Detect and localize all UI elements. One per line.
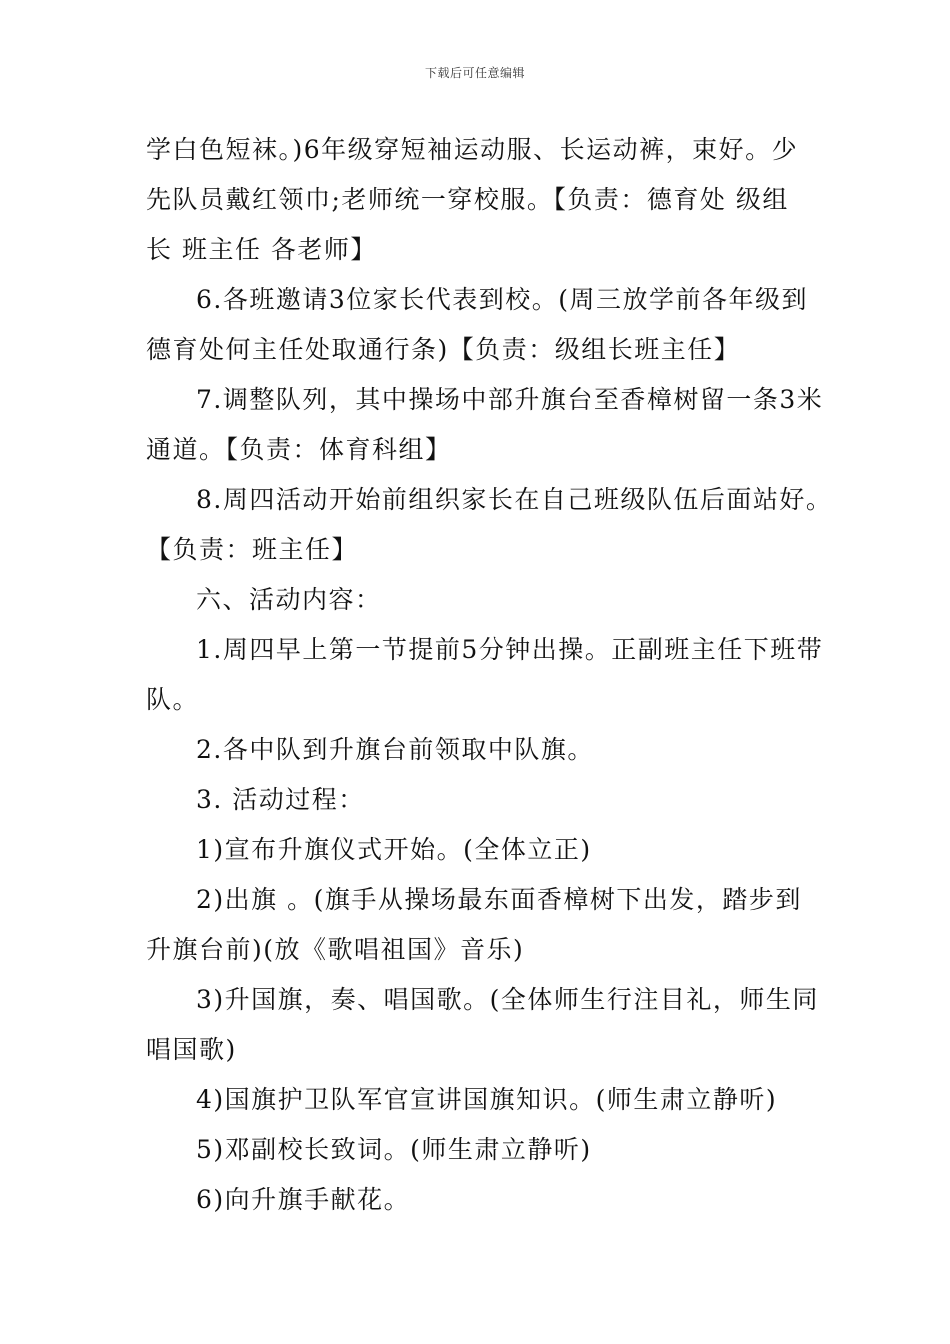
- text-line: 2.各中队到升旗台前领取中队旗。: [196, 735, 594, 764]
- text-line: 1)宣布升旗仪式开始。(全体立正): [196, 835, 592, 864]
- text-line: 3. 活动过程：: [196, 785, 365, 814]
- text-line: 2)出旗 。(旗手从操场最东面香樟树下出发，踏步到: [196, 885, 802, 914]
- text-line: 先队员戴红领巾;老师统一穿校服。【负责：德育处 级组: [146, 185, 789, 214]
- text-line: 7.调整队列，其中操场中部升旗台至香樟树留一条3米: [196, 385, 824, 414]
- text-line: 【负责：班主任】: [146, 535, 359, 564]
- page-header: 下载后可任意编辑: [424, 66, 525, 80]
- text-line: 3)升国旗，奏、唱国歌。(全体师生行注目礼，师生同: [196, 985, 819, 1014]
- text-line: 德育处何主任处取通行条)【负责：级组长班主任】: [146, 335, 741, 364]
- text-line: 1.周四早上第一节提前5分钟出操。正副班主任下班带: [196, 635, 824, 664]
- text-line: 通道。【负责：体育科组】: [146, 435, 452, 464]
- text-line: 升旗台前)(放《歌唱祖国》音乐): [146, 935, 525, 964]
- text-line: 8.周四活动开始前组织家长在自己班级队伍后面站好。: [196, 485, 833, 514]
- text-line: 学白色短袜。)6年级穿短袖运动服、长运动裤，束好。少: [146, 135, 799, 164]
- text-line: 6.各班邀请3位家长代表到校。(周三放学前各年级到: [196, 285, 809, 314]
- text-line: 5)邓副校长致词。(师生肃立静听): [196, 1135, 592, 1164]
- document-body: [146, 125, 833, 1225]
- text-line: 4)国旗护卫队军官宣讲国旗知识。(师生肃立静听): [196, 1085, 778, 1114]
- section-heading: 六、活动内容：: [196, 585, 382, 614]
- text-line: 队。: [146, 685, 200, 714]
- text-line: 6)向升旗手献花。: [196, 1185, 411, 1214]
- text-line: 唱国歌): [146, 1035, 237, 1064]
- text-line: 长 班主任 各老师】: [146, 235, 377, 264]
